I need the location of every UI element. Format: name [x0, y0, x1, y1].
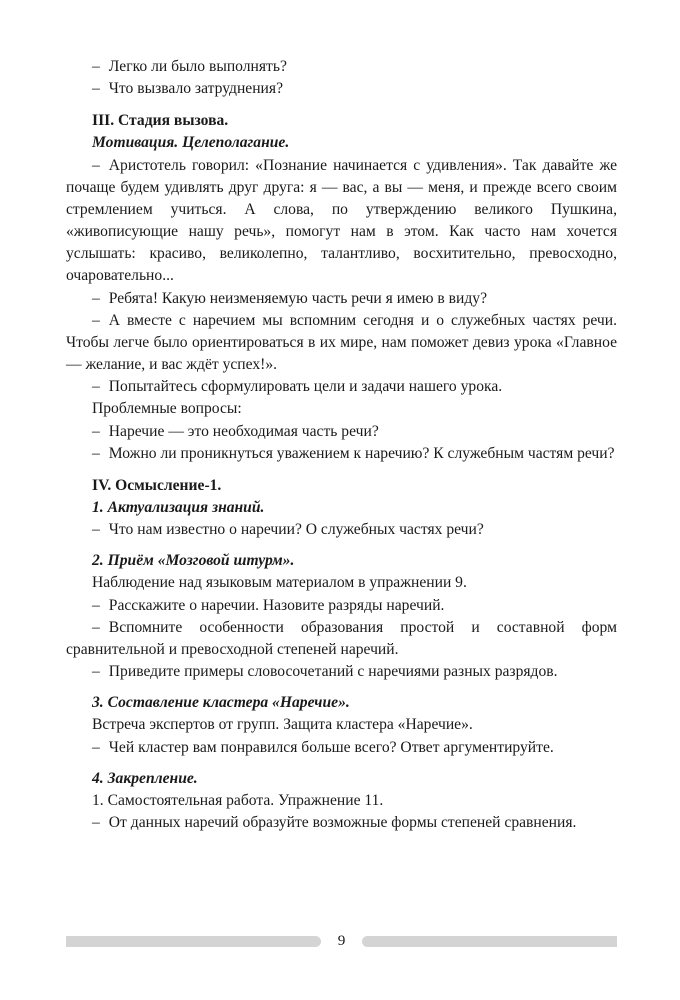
subheading-cluster: 3. Составление кластера «Наречие». — [92, 694, 350, 712]
en-dash: – — [92, 444, 100, 462]
footer-rule-right — [362, 936, 617, 947]
en-dash: – — [92, 738, 100, 756]
subheading-motivation: Мотивация. Целеполагание. — [92, 134, 290, 152]
section-spacer — [66, 100, 617, 110]
task-line — [66, 376, 617, 398]
task-text: Приведите примеры словосочетаний с наречиями разных разрядов. — [108, 663, 558, 681]
task-text: От данных наречий образуйте возможные формы степеней сравнения. — [108, 814, 577, 831]
paragraph-observation: Наблюдение над языковым материалом в упражнении 9. — [92, 574, 467, 592]
en-dash: – — [92, 311, 100, 329]
en-dash: – — [92, 58, 100, 75]
section-spacer — [66, 683, 617, 692]
subheading-brainstorm: 2. Приём «Мозговой штурм». — [92, 552, 295, 570]
page-footer — [66, 932, 617, 950]
section-spacer — [66, 541, 617, 550]
paragraph-text: А вместе с наречием мы вспомним сегодня и о служебных частях речи. Чтобы легче было ориентироваться в их мире, нам поможет девиз урока «Главное — желание, и вас ждёт успех!». — [66, 311, 617, 374]
paragraph-aristotle — [66, 155, 617, 288]
task-line — [66, 661, 617, 683]
section-spacer — [66, 465, 617, 475]
en-dash: – — [92, 521, 100, 539]
page-number: 9 — [337, 932, 346, 949]
dialogue-line — [66, 56, 617, 78]
problem-question — [66, 421, 617, 443]
task-line — [66, 617, 617, 661]
footer-rule-left — [66, 936, 321, 947]
problem-question — [66, 443, 617, 465]
question-text: Можно ли проникнуться уважением к наречию? К служебным частям речи? — [108, 444, 615, 462]
dialogue-line — [66, 78, 617, 100]
task-text: Попытайтесь сформулировать цели и задачи нашего урока. — [108, 378, 503, 396]
subheading-actualization: 1. Актуализация знаний. — [92, 498, 265, 516]
question-text: Ребята! Какую неизменяемую часть речи я имею в виду? — [108, 289, 488, 307]
question-text: Что нам известно о наречии? О служебных частях речи? — [108, 521, 484, 539]
question-line — [66, 519, 617, 541]
paragraph-experts: Встреча экспертов от групп. Защита кластера «Наречие». — [92, 716, 473, 734]
task-text: Расскажите о наречии. Назовите разряды наречий. — [108, 596, 445, 614]
task-independent-work: 1. Самостоятельная работа. Упражнение 11. — [92, 791, 384, 809]
question-line — [66, 288, 617, 310]
en-dash: – — [92, 663, 100, 681]
question-text: Чей кластер вам понравился больше всего? Ответ аргументируйте. — [108, 738, 554, 756]
en-dash: – — [92, 378, 100, 396]
en-dash: – — [92, 422, 100, 440]
task-line — [66, 812, 617, 834]
page-body — [66, 56, 617, 834]
task-text: Вспомните особенности образования простой и составной форм сравнительной и превосходной степеней наречий. — [66, 618, 617, 658]
en-dash: – — [92, 814, 100, 831]
subheading-consolidation: 4. Закрепление. — [92, 769, 198, 787]
dialogue-text: Легко ли было выполнять? — [108, 58, 287, 75]
en-dash: – — [92, 618, 100, 636]
heading-stage-3: III. Стадия вызова. — [92, 112, 229, 130]
dialogue-text: Что вызвало затруднения? — [108, 80, 284, 98]
document-page — [66, 0, 617, 1000]
paragraph-text: Аристотель говорил: «Познание начинается с удивления». Так давайте же почаще будем удивлять друг друга: я — вас, а вы — меня, и прежде всего своим стремлением учиться. А слова, по утверждению великого Пушкина, «живописующие нашу речь», помогут нам в этом. Как часто нам хочется услышать: красиво, великолепно, талантливо, восхитительно, превосходно, очаровательно... — [66, 156, 617, 285]
heading-stage-4: IV. Осмысление-1. — [92, 476, 222, 494]
section-spacer — [66, 759, 617, 768]
question-text: Наречие — это необходимая часть речи? — [108, 422, 379, 440]
en-dash: – — [92, 156, 100, 174]
en-dash: – — [92, 80, 100, 98]
paragraph-motto — [66, 310, 617, 376]
en-dash: – — [92, 289, 100, 307]
task-line — [66, 595, 617, 617]
label-problem-questions: Проблемные вопросы: — [92, 400, 242, 418]
question-line — [66, 737, 617, 759]
en-dash: – — [92, 596, 100, 614]
